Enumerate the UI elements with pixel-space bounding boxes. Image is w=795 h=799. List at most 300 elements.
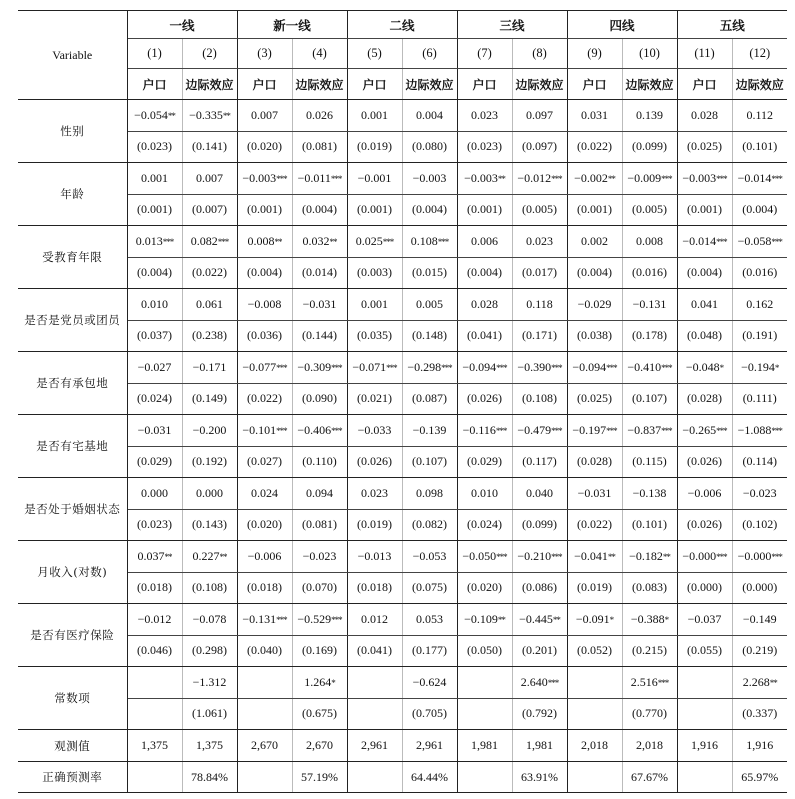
std-error-cell: (0.101) xyxy=(732,131,787,163)
std-error-cell: (0.111) xyxy=(732,383,787,415)
significance-stars: * xyxy=(664,614,669,625)
accuracy-cell: 57.19% xyxy=(292,762,347,793)
std-error-cell: (0.035) xyxy=(347,320,402,352)
table-body xyxy=(18,100,787,793)
coefficient-cell: 0.227** xyxy=(182,541,237,573)
coefficient-cell: 0.023 xyxy=(512,226,567,258)
table-row xyxy=(18,257,787,289)
std-error-cell: (0.018) xyxy=(347,572,402,604)
coefficient-cell: 0.007 xyxy=(182,163,237,195)
coefficient-cell: −0.624 xyxy=(402,667,457,699)
std-error-cell: (0.080) xyxy=(402,131,457,163)
column-number: (5) xyxy=(347,39,402,69)
std-error-cell: (0.046) xyxy=(127,635,182,667)
coefficient-cell: −0.023 xyxy=(732,478,787,510)
coefficient-cell: −0.837*** xyxy=(622,415,677,447)
std-error-cell: (0.017) xyxy=(512,257,567,289)
std-error-cell: (0.177) xyxy=(402,635,457,667)
table-header xyxy=(18,11,787,100)
accuracy-cell: 78.84% xyxy=(182,762,237,793)
coefficient-cell: −0.101*** xyxy=(237,415,292,447)
coefficient-cell: −0.009*** xyxy=(622,163,677,195)
significance-stars: ** xyxy=(274,236,282,247)
coefficient-cell: 0.094 xyxy=(292,478,347,510)
accuracy-cell: 64.44% xyxy=(402,762,457,793)
variable-label: 是否有宅基地 xyxy=(18,415,127,478)
coefficient-cell: −1.312 xyxy=(182,667,237,699)
coefficient-cell: 2.640*** xyxy=(512,667,567,699)
std-error-cell: (0.028) xyxy=(677,383,732,415)
std-error-cell: (0.337) xyxy=(732,698,787,730)
std-error-cell: (0.029) xyxy=(127,446,182,478)
std-error-cell: (0.026) xyxy=(457,383,512,415)
std-error-cell: (0.141) xyxy=(182,131,237,163)
std-error-cell: (0.087) xyxy=(402,383,457,415)
table-row xyxy=(18,509,787,541)
observations-cell: 1,375 xyxy=(127,730,182,762)
column-number: (10) xyxy=(622,39,677,69)
std-error-cell: (0.016) xyxy=(732,257,787,289)
coefficient-cell xyxy=(677,667,732,699)
std-error-cell: (0.014) xyxy=(292,257,347,289)
coefficient-cell: 0.061 xyxy=(182,289,237,321)
std-error-cell: (0.055) xyxy=(677,635,732,667)
coefficient-cell: 0.028 xyxy=(457,289,512,321)
coefficient-cell: −0.479*** xyxy=(512,415,567,447)
coefficient-cell: 0.010 xyxy=(127,289,182,321)
coefficient-cell: 0.097 xyxy=(512,100,567,132)
regression-table xyxy=(18,10,787,793)
coefficient-cell: 0.001 xyxy=(127,163,182,195)
std-error-cell: (0.003) xyxy=(347,257,402,289)
std-error-cell: (0.027) xyxy=(237,446,292,478)
significance-stars: *** xyxy=(330,173,342,184)
coefficient-cell: −0.529*** xyxy=(292,604,347,636)
coefficient-cell: −1.088*** xyxy=(732,415,787,447)
std-error-cell: (0.090) xyxy=(292,383,347,415)
accuracy-cell xyxy=(567,762,622,793)
observations-cell: 2,018 xyxy=(622,730,677,762)
coefficient-cell: 2.268** xyxy=(732,667,787,699)
std-error-cell: (0.000) xyxy=(732,572,787,604)
significance-stars: * xyxy=(774,362,779,373)
table-row xyxy=(18,100,787,132)
std-error-cell: (0.015) xyxy=(402,257,457,289)
std-error-cell: (0.024) xyxy=(457,509,512,541)
coefficient-cell: −0.298*** xyxy=(402,352,457,384)
coefficient-cell: 1.264* xyxy=(292,667,347,699)
table-row xyxy=(18,667,787,699)
significance-stars: *** xyxy=(661,173,672,184)
coefficient-cell: −0.000*** xyxy=(677,541,732,573)
coefficient-cell: −0.094*** xyxy=(567,352,622,384)
coefficient-cell: −0.037 xyxy=(677,604,732,636)
std-error-cell: (0.108) xyxy=(512,383,567,415)
std-error-cell xyxy=(347,698,402,730)
coefficient-cell: 0.002 xyxy=(567,226,622,258)
coefficient-cell: −0.116*** xyxy=(457,415,512,447)
column-subheader: 户口 xyxy=(237,69,292,100)
std-error-cell: (0.025) xyxy=(677,131,732,163)
coefficient-cell: −0.309*** xyxy=(292,352,347,384)
coefficient-cell: 0.031 xyxy=(567,100,622,132)
significance-stars: ** xyxy=(167,110,175,121)
std-error-cell: (0.070) xyxy=(292,572,347,604)
table-row xyxy=(18,131,787,163)
coefficient-cell: −0.390*** xyxy=(512,352,567,384)
column-subheader: 边际效应 xyxy=(512,69,567,100)
coefficient-cell: −0.023 xyxy=(292,541,347,573)
coefficient-cell: 0.004 xyxy=(402,100,457,132)
coefficient-cell: −0.406*** xyxy=(292,415,347,447)
std-error-cell: (0.000) xyxy=(677,572,732,604)
variable-header: Variable xyxy=(18,11,127,100)
coefficient-cell: −0.058*** xyxy=(732,226,787,258)
std-error-cell: (0.018) xyxy=(127,572,182,604)
std-error-cell: (0.023) xyxy=(127,509,182,541)
column-subheader: 户口 xyxy=(127,69,182,100)
significance-stars: *** xyxy=(437,236,449,247)
significance-stars: ** xyxy=(164,551,172,562)
coefficient-cell: −0.003 xyxy=(402,163,457,195)
std-error-cell: (0.298) xyxy=(182,635,237,667)
coefficient-cell: 0.007 xyxy=(237,100,292,132)
coefficient-cell: 0.008 xyxy=(622,226,677,258)
std-error-cell: (0.001) xyxy=(127,194,182,226)
group-header: 二线 xyxy=(347,11,457,39)
accuracy-cell xyxy=(347,762,402,793)
std-error-cell: (0.075) xyxy=(402,572,457,604)
significance-stars: *** xyxy=(606,425,617,436)
significance-stars: *** xyxy=(331,425,342,436)
std-error-cell: (0.048) xyxy=(677,320,732,352)
column-number: (2) xyxy=(182,39,237,69)
std-error-cell: (0.022) xyxy=(237,383,292,415)
observations-cell: 1,916 xyxy=(732,730,787,762)
accuracy-cell xyxy=(457,762,512,793)
std-error-cell: (0.020) xyxy=(237,131,292,163)
coefficient-cell: 0.041 xyxy=(677,289,732,321)
std-error-cell: (0.102) xyxy=(732,509,787,541)
observations-cell: 2,670 xyxy=(237,730,292,762)
std-error-cell: (0.019) xyxy=(567,572,622,604)
std-error-cell: (0.107) xyxy=(402,446,457,478)
std-error-cell: (0.001) xyxy=(457,194,512,226)
std-error-cell: (0.107) xyxy=(622,383,677,415)
accuracy-cell: 65.97% xyxy=(732,762,787,793)
std-error-cell: (0.082) xyxy=(402,509,457,541)
significance-stars: ** xyxy=(607,551,615,562)
significance-stars: ** xyxy=(552,614,560,625)
significance-stars: *** xyxy=(551,173,562,184)
significance-stars: *** xyxy=(771,425,782,436)
significance-stars: *** xyxy=(496,362,507,373)
coefficient-cell: −0.054** xyxy=(127,100,182,132)
std-error-cell: (0.001) xyxy=(567,194,622,226)
std-error-cell: (0.004) xyxy=(677,257,732,289)
coefficient-cell: −0.006 xyxy=(237,541,292,573)
variable-label: 常数项 xyxy=(18,667,127,730)
std-error-cell xyxy=(237,698,292,730)
column-number: (3) xyxy=(237,39,292,69)
variable-label: 是否处于婚姻状态 xyxy=(18,478,127,541)
table-row xyxy=(18,289,787,321)
std-error-cell: (0.028) xyxy=(567,446,622,478)
coefficient-cell: −0.149 xyxy=(732,604,787,636)
significance-stars: *** xyxy=(551,362,562,373)
std-error-cell: (0.004) xyxy=(292,194,347,226)
std-error-cell: (0.117) xyxy=(512,446,567,478)
table-row xyxy=(18,415,787,447)
std-error-cell: (0.001) xyxy=(677,194,732,226)
column-subheader: 户口 xyxy=(457,69,512,100)
observations-cell: 2,961 xyxy=(402,730,457,762)
coefficient-cell: 0.162 xyxy=(732,289,787,321)
significance-stars: *** xyxy=(551,425,562,436)
coefficient-cell: −0.000*** xyxy=(732,541,787,573)
coefficient-cell: −0.131*** xyxy=(237,604,292,636)
significance-stars: *** xyxy=(547,677,559,688)
significance-stars: *** xyxy=(276,614,287,625)
significance-stars: ** xyxy=(662,551,670,562)
coefficient-cell: 0.037** xyxy=(127,541,182,573)
column-number: (12) xyxy=(732,39,787,69)
significance-stars: *** xyxy=(661,362,672,373)
coefficient-cell xyxy=(347,667,402,699)
std-error-cell: (0.108) xyxy=(182,572,237,604)
significance-stars: *** xyxy=(716,551,727,562)
coefficient-cell: 0.053 xyxy=(402,604,457,636)
std-error-cell xyxy=(127,698,182,730)
significance-stars: ** xyxy=(497,173,505,184)
significance-stars: *** xyxy=(382,236,394,247)
coefficient-cell xyxy=(567,667,622,699)
observations-cell: 2,961 xyxy=(347,730,402,762)
coefficient-cell: −0.014*** xyxy=(677,226,732,258)
coefficient-cell: 0.139 xyxy=(622,100,677,132)
significance-stars: *** xyxy=(276,362,287,373)
std-error-cell: (0.219) xyxy=(732,635,787,667)
table-row xyxy=(18,541,787,573)
group-header: 三线 xyxy=(457,11,567,39)
coefficient-cell: −0.109** xyxy=(457,604,512,636)
variable-label: 是否有承包地 xyxy=(18,352,127,415)
significance-stars: *** xyxy=(162,236,174,247)
coefficient-cell: −0.210*** xyxy=(512,541,567,573)
std-error-cell: (0.004) xyxy=(402,194,457,226)
std-error-cell: (0.020) xyxy=(237,509,292,541)
coefficient-cell: 0.028 xyxy=(677,100,732,132)
table-row xyxy=(18,163,787,195)
significance-stars: *** xyxy=(331,614,342,625)
coefficient-cell: −0.053 xyxy=(402,541,457,573)
coefficient-cell: 0.026 xyxy=(292,100,347,132)
coefficient-cell: −0.012 xyxy=(127,604,182,636)
accuracy-cell: 67.67% xyxy=(622,762,677,793)
coefficient-cell: −0.335** xyxy=(182,100,237,132)
significance-stars: *** xyxy=(495,425,507,436)
significance-stars: *** xyxy=(606,362,617,373)
std-error-cell: (0.705) xyxy=(402,698,457,730)
column-subheader: 户口 xyxy=(567,69,622,100)
std-error-cell: (0.007) xyxy=(182,194,237,226)
std-error-cell: (0.115) xyxy=(622,446,677,478)
coefficient-cell: −0.078 xyxy=(182,604,237,636)
coefficient-cell: −0.200 xyxy=(182,415,237,447)
coefficient-cell: −0.003** xyxy=(457,163,512,195)
significance-stars: *** xyxy=(217,236,229,247)
coefficient-cell: −0.139 xyxy=(402,415,457,447)
variable-label: 年龄 xyxy=(18,163,127,226)
observations-cell: 1,981 xyxy=(512,730,567,762)
coefficient-cell: 0.001 xyxy=(347,289,402,321)
table-row xyxy=(18,194,787,226)
coefficient-cell: −0.410*** xyxy=(622,352,677,384)
column-number: (6) xyxy=(402,39,457,69)
observations-cell: 1,916 xyxy=(677,730,732,762)
coefficient-cell: 0.023 xyxy=(457,100,512,132)
group-header: 新一线 xyxy=(237,11,347,39)
coefficient-cell: −0.012*** xyxy=(512,163,567,195)
coefficient-cell: −0.197*** xyxy=(567,415,622,447)
coefficient-cell: −0.094*** xyxy=(457,352,512,384)
std-error-cell: (0.149) xyxy=(182,383,237,415)
accuracy-cell xyxy=(127,762,182,793)
coefficient-cell: −0.011*** xyxy=(292,163,347,195)
significance-stars: * xyxy=(609,614,614,625)
std-error-cell: (0.020) xyxy=(457,572,512,604)
observations-row xyxy=(18,730,787,762)
std-error-cell: (0.041) xyxy=(347,635,402,667)
std-error-cell: (0.770) xyxy=(622,698,677,730)
significance-stars: *** xyxy=(716,173,727,184)
observations-cell: 1,981 xyxy=(457,730,512,762)
column-number: (8) xyxy=(512,39,567,69)
column-subheader: 边际效应 xyxy=(292,69,347,100)
std-error-cell: (0.019) xyxy=(347,131,402,163)
std-error-cell: (0.037) xyxy=(127,320,182,352)
std-error-cell: (0.021) xyxy=(347,383,402,415)
group-header: 五线 xyxy=(677,11,787,39)
significance-stars: ** xyxy=(219,551,227,562)
coefficient-cell xyxy=(457,667,512,699)
coefficient-cell: 0.032** xyxy=(292,226,347,258)
significance-stars: ** xyxy=(607,173,615,184)
std-error-cell xyxy=(567,698,622,730)
column-subheader: 边际效应 xyxy=(402,69,457,100)
variable-label: 月收入(对数) xyxy=(18,541,127,604)
coefficient-cell: −0.013 xyxy=(347,541,402,573)
table-row xyxy=(18,698,787,730)
significance-stars: *** xyxy=(496,551,507,562)
std-error-cell: (0.004) xyxy=(457,257,512,289)
coefficient-cell: 0.024 xyxy=(237,478,292,510)
std-error-cell: (0.050) xyxy=(457,635,512,667)
std-error-cell: (0.005) xyxy=(622,194,677,226)
significance-stars: *** xyxy=(276,173,287,184)
std-error-cell: (0.005) xyxy=(512,194,567,226)
significance-stars: *** xyxy=(551,551,562,562)
significance-stars: *** xyxy=(771,236,782,247)
column-number: (1) xyxy=(127,39,182,69)
std-error-cell: (0.038) xyxy=(567,320,622,352)
coefficient-cell: −0.388* xyxy=(622,604,677,636)
std-error-cell: (0.026) xyxy=(677,446,732,478)
std-error-cell: (0.024) xyxy=(127,383,182,415)
column-subheader: 边际效应 xyxy=(622,69,677,100)
coefficient-cell: 0.010 xyxy=(457,478,512,510)
coefficient-cell: −0.033 xyxy=(347,415,402,447)
std-error-cell: (0.019) xyxy=(347,509,402,541)
coefficient-cell: 0.001 xyxy=(347,100,402,132)
coefficient-cell: −0.131 xyxy=(622,289,677,321)
coefficient-cell: 0.023 xyxy=(347,478,402,510)
coefficient-cell: −0.048* xyxy=(677,352,732,384)
coefficient-cell: −0.194* xyxy=(732,352,787,384)
std-error-cell: (0.148) xyxy=(402,320,457,352)
std-error-cell: (0.110) xyxy=(292,446,347,478)
table-row xyxy=(18,478,787,510)
std-error-cell: (0.238) xyxy=(182,320,237,352)
coefficient-cell: −0.003*** xyxy=(677,163,732,195)
std-error-cell: (0.114) xyxy=(732,446,787,478)
coefficient-cell: 0.000 xyxy=(182,478,237,510)
std-error-cell: (0.792) xyxy=(512,698,567,730)
coefficient-cell: 0.012 xyxy=(347,604,402,636)
std-error-cell: (0.143) xyxy=(182,509,237,541)
coefficient-cell: −0.138 xyxy=(622,478,677,510)
significance-stars: * xyxy=(331,677,335,688)
std-error-cell: (0.192) xyxy=(182,446,237,478)
std-error-cell: (0.026) xyxy=(677,509,732,541)
std-error-cell: (0.001) xyxy=(237,194,292,226)
column-subheader: 边际效应 xyxy=(732,69,787,100)
coefficient-cell: −0.006 xyxy=(677,478,732,510)
std-error-cell: (0.001) xyxy=(347,194,402,226)
coefficient-cell: −0.014*** xyxy=(732,163,787,195)
column-number: (9) xyxy=(567,39,622,69)
variable-label: 性别 xyxy=(18,100,127,163)
std-error-cell: (0.099) xyxy=(622,131,677,163)
std-error-cell: (0.023) xyxy=(457,131,512,163)
column-subheader: 户口 xyxy=(677,69,732,100)
coefficient-cell: 0.118 xyxy=(512,289,567,321)
std-error-cell: (1.061) xyxy=(182,698,237,730)
significance-stars: *** xyxy=(716,425,727,436)
std-error-cell: (0.004) xyxy=(237,257,292,289)
coefficient-cell: −0.031 xyxy=(567,478,622,510)
significance-stars: *** xyxy=(661,425,672,436)
coefficient-cell: −0.050*** xyxy=(457,541,512,573)
coefficient-cell: 0.006 xyxy=(457,226,512,258)
std-error-cell: (0.101) xyxy=(622,509,677,541)
std-error-cell xyxy=(457,698,512,730)
std-error-cell: (0.171) xyxy=(512,320,567,352)
std-error-cell: (0.144) xyxy=(292,320,347,352)
significance-stars: ** xyxy=(497,614,505,625)
coefficient-cell: −0.091* xyxy=(567,604,622,636)
coefficient-cell: 0.082*** xyxy=(182,226,237,258)
std-error-cell: (0.022) xyxy=(567,131,622,163)
coefficient-cell: 0.112 xyxy=(732,100,787,132)
column-subheader: 户口 xyxy=(347,69,402,100)
observations-cell: 2,018 xyxy=(567,730,622,762)
column-number: (11) xyxy=(677,39,732,69)
significance-stars: *** xyxy=(771,173,782,184)
coefficient-cell: −0.182** xyxy=(622,541,677,573)
coefficient-cell: −0.001 xyxy=(347,163,402,195)
coefficient-cell: −0.031 xyxy=(292,289,347,321)
